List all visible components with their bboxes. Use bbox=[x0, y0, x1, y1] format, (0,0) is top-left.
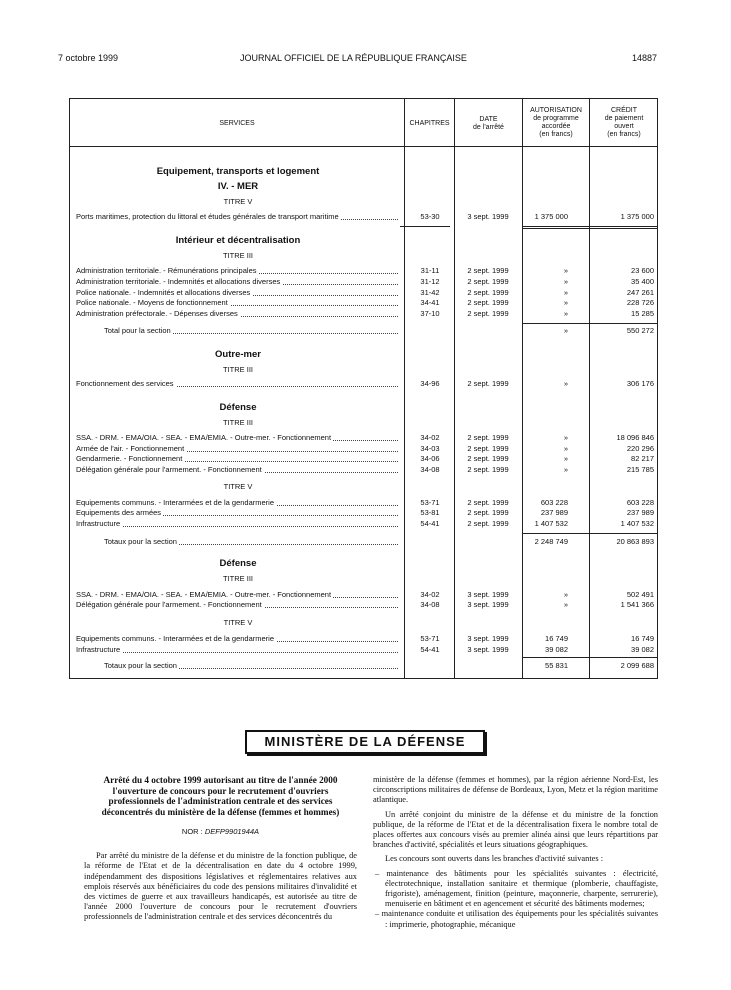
row-label: Infrastructure bbox=[76, 519, 121, 528]
row-label: Administration territoriale. - Rémunérations principales bbox=[76, 266, 257, 275]
row-chapitre: 54-41 bbox=[420, 645, 440, 654]
branch-list bbox=[373, 869, 658, 930]
list-item: – maintenance des bâtiments pour les spécialités suivantes : électricité, électrotechnique, installation sanitaire et thermique (plomberie, chauffagiste, frigoriste), aménagement, finition (peinture, maçonnerie, charpente, serrurerie), menuiserie en bâtiment et en agencement et sécurité des bâtiments modernes; bbox=[375, 868, 658, 909]
row-label: Equipements communs. - Interarmées et de la gendarmerie bbox=[76, 634, 275, 643]
row-chapitre: 53-71 bbox=[420, 634, 440, 643]
row-label: SSA. - DRM. - EMA/OIA. - SEA. - EMA/EMIA. - Outre-mer. - Fonctionnement bbox=[76, 433, 332, 442]
row-date: 2 sept. 1999 bbox=[467, 508, 509, 517]
titre-label: TITRE III bbox=[223, 574, 253, 583]
row-credit: 1 541 366 bbox=[620, 600, 654, 609]
col-header-cp-line: ouvert bbox=[614, 123, 634, 130]
titre-label: TITRE III bbox=[223, 365, 253, 374]
table-row bbox=[0, 212, 731, 222]
table-row bbox=[0, 519, 731, 529]
row-date: 3 sept. 1999 bbox=[467, 645, 509, 654]
row-label: Administration territoriale. - Indemnités et allocations diverses bbox=[76, 277, 281, 286]
row-credit: 1 407 532 bbox=[620, 519, 654, 528]
table-row bbox=[0, 600, 731, 610]
header-page-number: 14887 bbox=[632, 53, 658, 63]
col-header-date-line: de l'arrêté bbox=[473, 124, 504, 131]
row-chapitre: 34-02 bbox=[420, 590, 440, 599]
row-label: Equipements des armées bbox=[76, 508, 162, 517]
row-autorisation: » bbox=[563, 465, 568, 474]
row-credit: 18 096 846 bbox=[616, 433, 654, 442]
row-autorisation: 55 831 bbox=[545, 661, 568, 670]
table-row bbox=[0, 433, 731, 443]
row-label: Totaux pour la section bbox=[104, 537, 177, 546]
row-autorisation: » bbox=[563, 444, 568, 453]
row-date: 2 sept. 1999 bbox=[467, 433, 509, 442]
row-date: 2 sept. 1999 bbox=[467, 519, 509, 528]
row-date: 3 sept. 1999 bbox=[467, 600, 509, 609]
nor-line bbox=[84, 827, 357, 837]
col-header-ap-line: accordée bbox=[541, 123, 571, 130]
col-header-autorisation bbox=[523, 107, 589, 139]
table-row bbox=[0, 465, 731, 475]
row-credit: 220 296 bbox=[626, 444, 654, 453]
row-autorisation: 2 248 749 bbox=[534, 537, 568, 546]
ministere-heading: MINISTÈRE DE LA DÉFENSE bbox=[264, 734, 466, 749]
section-title: Equipement, transports et logement bbox=[156, 166, 320, 177]
row-credit: 603 228 bbox=[626, 498, 654, 507]
row-date: 2 sept. 1999 bbox=[467, 298, 509, 307]
row-date: 2 sept. 1999 bbox=[467, 288, 509, 297]
col-header-date bbox=[455, 116, 522, 132]
nor-label: NOR : bbox=[181, 827, 203, 836]
list-item: – maintenance conduite et utilisation des équipements pour les spécialités suivantes : imprimerie, photographie, mécanique bbox=[375, 909, 658, 929]
table-row-total bbox=[0, 537, 731, 547]
row-label: Administration préfectorale. - Dépenses diverses bbox=[76, 309, 238, 318]
row-autorisation: » bbox=[563, 433, 568, 442]
left-column bbox=[84, 775, 357, 987]
col-header-cp-line: de paiement bbox=[604, 115, 644, 122]
row-autorisation: » bbox=[563, 288, 568, 297]
table-row-total bbox=[0, 661, 731, 671]
table-row bbox=[0, 454, 731, 464]
table-row bbox=[0, 309, 731, 319]
table-row bbox=[0, 634, 731, 644]
row-date: 2 sept. 1999 bbox=[467, 309, 509, 318]
row-credit: 2 099 688 bbox=[620, 661, 654, 670]
arrete-paragraph: Un arrêté conjoint du ministre de la défense et du ministre de la fonction publique, de la réforme de l'Etat et de la décentralisation fixera le nombre total de places offertes aux concours visés au premier alinéa ainsi que leurs répartitions par branches d'activité, spécialités et leurs situations géographiques. bbox=[373, 809, 658, 850]
titre-label: TITRE V bbox=[223, 618, 253, 627]
row-chapitre: 53-30 bbox=[420, 212, 440, 221]
arrete-title: Arrêté du 4 octobre 1999 autorisant au titre de l'année 2000 l'ouverture de concours pour le recrutement d'ouvriers professionnels de l'administration centrale et des services déconcentrés du ministère de la défense (femmes et hommes) bbox=[101, 775, 340, 817]
table-row bbox=[0, 590, 731, 600]
row-chapitre: 53-71 bbox=[420, 498, 440, 507]
row-credit: 16 749 bbox=[631, 634, 654, 643]
row-label: SSA. - DRM. - EMA/OIA. - SEA. - EMA/EMIA. - Outre-mer. - Fonctionnement bbox=[76, 590, 332, 599]
row-date: 2 sept. 1999 bbox=[467, 277, 509, 286]
section-title: Défense bbox=[219, 558, 257, 569]
row-autorisation: » bbox=[563, 590, 568, 599]
row-date: 2 sept. 1999 bbox=[467, 266, 509, 275]
row-label: Police nationale. - Indemnités et allocations diverses bbox=[76, 288, 251, 297]
header-journal: JOURNAL OFFICIEL DE LA RÉPUBLIQUE FRANÇAISE bbox=[240, 53, 467, 63]
row-label: Armée de l'air. - Fonctionnement bbox=[76, 444, 185, 453]
row-autorisation: » bbox=[563, 277, 568, 286]
table-row bbox=[0, 288, 731, 298]
row-chapitre: 34-02 bbox=[420, 433, 440, 442]
row-autorisation: 1 375 000 bbox=[534, 212, 568, 221]
arrete-paragraph: Les concours sont ouverts dans les branches d'activité suivantes : bbox=[385, 854, 604, 864]
row-label: Délégation générale pour l'armement. - Fonctionnement bbox=[76, 600, 262, 609]
row-autorisation: 1 407 532 bbox=[534, 519, 568, 528]
row-label: Délégation générale pour l'armement. - Fonctionnement bbox=[76, 465, 262, 474]
row-label: Infrastructure bbox=[76, 645, 121, 654]
row-autorisation: » bbox=[563, 600, 568, 609]
row-chapitre: 34-06 bbox=[420, 454, 440, 463]
row-credit: 228 726 bbox=[626, 298, 654, 307]
row-label: Police nationale. - Moyens de fonctionnement bbox=[76, 298, 228, 307]
row-autorisation: » bbox=[563, 298, 568, 307]
row-autorisation: » bbox=[563, 266, 568, 275]
col-header-chapitres: CHAPITRES bbox=[409, 120, 450, 127]
header-divider bbox=[69, 146, 658, 147]
row-credit: 502 491 bbox=[626, 590, 654, 599]
arrete-paragraph: Par arrêté du ministre de la défense et du ministre de la fonction publique, de la réforme de l'Etat et de la décentralisation en date du 4 octobre 1999, indépendamment des dispositions législatives et réglementaires relatives aux emplois réservés aux bénéficiaires du code des pensions militaires d'invalidité et des victimes de guerre et aux travailleurs handicapés, est autorisée au titre de l'année 2000 l'ouverture de concours pour le recrutement d'ouvriers professionnels de l'administration centrale et des services déconcentrés du bbox=[84, 851, 357, 922]
table-row bbox=[0, 498, 731, 508]
row-chapitre: 34-08 bbox=[420, 465, 440, 474]
titre-label: TITRE III bbox=[223, 251, 253, 260]
row-label: Totaux pour la section bbox=[104, 661, 177, 670]
row-credit: 550 272 bbox=[626, 326, 654, 335]
section-subtitle: IV. - MER bbox=[217, 181, 259, 192]
row-autorisation: » bbox=[563, 309, 568, 318]
row-autorisation: 237 989 bbox=[540, 508, 568, 517]
section-title: Défense bbox=[219, 402, 257, 413]
col-header-ap-line: (en francs) bbox=[539, 131, 573, 138]
table-row bbox=[0, 508, 731, 518]
row-date: 2 sept. 1999 bbox=[467, 498, 509, 507]
table-row bbox=[0, 444, 731, 454]
table-row-total bbox=[0, 326, 731, 336]
row-date: 3 sept. 1999 bbox=[467, 634, 509, 643]
table-row bbox=[0, 277, 731, 287]
table-row bbox=[0, 266, 731, 276]
row-date: 2 sept. 1999 bbox=[467, 454, 509, 463]
col-header-date-line: DATE bbox=[479, 116, 498, 123]
row-credit: 247 261 bbox=[626, 288, 654, 297]
row-label: Equipements communs. - Interarmées et de la gendarmerie bbox=[76, 498, 275, 507]
right-column bbox=[373, 775, 658, 987]
row-credit: 39 082 bbox=[631, 645, 654, 654]
row-credit: 82 217 bbox=[631, 454, 654, 463]
row-credit: 20 863 893 bbox=[616, 537, 654, 546]
col-header-cp-line: (en francs) bbox=[607, 131, 641, 138]
row-credit: 15 285 bbox=[631, 309, 654, 318]
row-credit: 306 176 bbox=[626, 379, 654, 388]
row-chapitre: 34-08 bbox=[420, 600, 440, 609]
table-row bbox=[0, 298, 731, 308]
row-chapitre: 53-81 bbox=[420, 508, 440, 517]
row-label: Gendarmerie. - Fonctionnement bbox=[76, 454, 183, 463]
table-row bbox=[0, 379, 731, 389]
titre-label: TITRE III bbox=[223, 418, 253, 427]
col-header-ap-line: AUTORISATION bbox=[530, 107, 582, 114]
col-header-cp-line: CRÉDIT bbox=[610, 107, 638, 114]
row-chapitre: 34-96 bbox=[420, 379, 440, 388]
row-date: 3 sept. 1999 bbox=[467, 212, 509, 221]
arrete-paragraph: ministère de la défense (femmes et hommes), par la région aérienne Nord-Est, les circonscriptions militaires de défense de Bordeaux, Lyon, Metz et la région maritime atlantique. bbox=[373, 775, 658, 805]
row-credit: 1 375 000 bbox=[620, 212, 654, 221]
row-chapitre: 31-11 bbox=[420, 266, 440, 275]
row-autorisation: 16 749 bbox=[545, 634, 568, 643]
section-title: Outre-mer bbox=[215, 349, 261, 360]
row-credit: 237 989 bbox=[626, 508, 654, 517]
row-chapitre: 31-42 bbox=[420, 288, 440, 297]
header-date: 7 octobre 1999 bbox=[58, 53, 119, 63]
row-autorisation: » bbox=[563, 326, 568, 335]
row-autorisation: 39 082 bbox=[545, 645, 568, 654]
col-header-ap-line: de programme bbox=[533, 115, 579, 122]
col-header-services: SERVICES bbox=[219, 120, 255, 127]
row-date: 2 sept. 1999 bbox=[467, 444, 509, 453]
row-label: Fonctionnement des services bbox=[76, 379, 174, 388]
nor-code: DEFP9901944A bbox=[204, 827, 260, 836]
row-date: 3 sept. 1999 bbox=[467, 590, 509, 599]
row-chapitre: 37-10 bbox=[420, 309, 440, 318]
row-chapitre: 54-41 bbox=[420, 519, 440, 528]
row-chapitre: 31-12 bbox=[420, 277, 440, 286]
row-autorisation: » bbox=[563, 454, 568, 463]
row-label: Ports maritimes, protection du littoral et études générales de transport maritime bbox=[76, 212, 339, 221]
row-autorisation: 603 228 bbox=[540, 498, 568, 507]
section-title: Intérieur et décentralisation bbox=[175, 235, 301, 246]
row-chapitre: 34-41 bbox=[420, 298, 440, 307]
row-autorisation: » bbox=[563, 379, 568, 388]
col-header-credit bbox=[590, 107, 658, 139]
row-label: Total pour la section bbox=[104, 326, 171, 335]
row-date: 2 sept. 1999 bbox=[467, 465, 509, 474]
row-credit: 35 400 bbox=[631, 277, 654, 286]
row-date: 2 sept. 1999 bbox=[467, 379, 509, 388]
row-credit: 23 600 bbox=[631, 266, 654, 275]
titre-label: TITRE V bbox=[223, 482, 253, 491]
row-chapitre: 34-03 bbox=[420, 444, 440, 453]
ministere-heading-box bbox=[245, 730, 485, 754]
titre-label: TITRE V bbox=[223, 197, 253, 206]
table-row bbox=[0, 645, 731, 655]
row-credit: 215 785 bbox=[626, 465, 654, 474]
